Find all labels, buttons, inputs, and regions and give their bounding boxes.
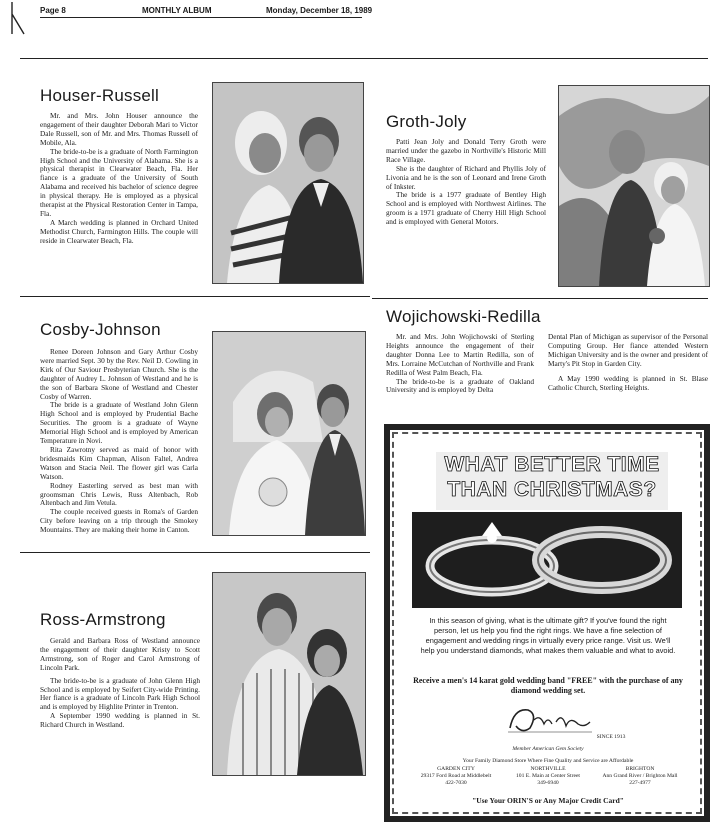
store-city: GARDEN CITY: [437, 766, 475, 772]
ad-headline-line-1: WHAT BETTER TIME: [444, 453, 660, 476]
article-paragraph: The couple received guests in Roma's of Garden City before leaving on a trip through the Smokey Mountains. They are making their home in Canton.: [40, 507, 198, 535]
store-phone: 422-7030: [445, 780, 467, 786]
page-corner-mark: [8, 0, 28, 36]
store-phone: 349-6940: [537, 780, 559, 786]
article-paragraph: Renee Doreen Johnson and Gary Arthur Cosby were married Sept. 30 by the Rev. Neil D. Cowling in Kirk of Our Saviour Presbyterian Church. She is the daughter of Audrey L. Johnson of Westland and he is the son of Barbara Skone of Westland and Chester Cosby of Warren.: [40, 347, 198, 401]
photo-houser-russell: [212, 82, 364, 284]
article-paragraph: Mr. and Mrs. John Wojichowski of Sterling Heights announce the engagement of their daughter Donna Lee to Martin Redilla, son of Mrs. Lorraine McCutchan of Northville and Frank Redilla of West Palm Beach, Fla.: [386, 332, 534, 377]
page-number: Page 8: [40, 6, 66, 15]
section-title: MONTHLY ALBUM: [142, 6, 212, 15]
article-paragraph: Dental Plan of Michigan as supervisor of the Personal Computing Group. Her fiance attended Western Michigan University and is the owner and president of Marty's Pit Stop in Garden City.: [548, 332, 708, 368]
store-brighton: [594, 766, 686, 787]
headline-wojichowski-redilla: Wojichowski-Redilla: [386, 307, 541, 326]
issue-date: Monday, December 18, 1989: [266, 6, 373, 15]
article-groth-joly: [386, 138, 546, 227]
ad-free-band-offer: Receive a men's 14 karat gold wedding band "FREE" with the purchase of any diamond wedding set.: [413, 676, 683, 695]
store-address: Ann Grand River / Brighton Mall: [602, 773, 678, 779]
article-paragraph: Gerald and Barbara Ross of Westland announce the engagement of their daughter Kristy to Scott Armstrong, son of Roger and Carol Armstrong of Lincoln Park.: [40, 636, 200, 672]
headline-groth-joly: Groth-Joly: [386, 112, 467, 131]
section-divider: [20, 58, 708, 59]
article-paragraph: A March wedding is planned in Orchard United Methodist Church, Farmington Hills. The couple will reside in Clearwater Beach, Fla.: [40, 217, 198, 245]
article-paragraph: Rita Zawrotny served as maid of honor with bridesmaids Kim Chapman, Alison Faltel, Andrea Watson and Stacia Neil. The flower girl was Carla Watson.: [40, 444, 198, 481]
section-divider: [372, 298, 708, 299]
wedding-rings-image: [412, 512, 682, 608]
ad-tagline: Your Family Diamond Store Where Fine Quality and Service are Affordable: [462, 758, 634, 764]
article-paragraph: Mr. and Mrs. John Houser announce the engagement of their daughter Deborah Mari to Victor Dale Russell, son of Mr. and Mrs. Thomas Russell of Mobile, Ala.: [40, 111, 198, 147]
ad-body-text: In this season of giving, what is the ultimate gift? If you've found the right person, let us help you find the right rings. We have a fine selection of engagement and wedding rings in virtually every price range. Visit us. We'll help you understand diamonds, what makes them valuable and what to avoid.: [420, 616, 676, 655]
photo-groth-joly: [558, 85, 710, 287]
ad-credit-card-line: "Use Your ORIN'S or Any Major Credit Card": [472, 796, 624, 805]
article-paragraph: The bride-to-be is a graduate of John Glenn High School and is employed by Seifert City-wide Printing. Her fiance is a graduate of Lincoln Park High School and is employed by Highlite Printer in Trenton.: [40, 675, 200, 712]
store-garden-city: [410, 766, 502, 787]
article-paragraph: Rodney Easterling served as best man with groomsman Chris Lewis, Russ Altenbach, Rob Altenbach and Jim Vetula.: [40, 480, 198, 508]
store-phone: 227-4977: [629, 780, 651, 786]
ad-headline-line-2: THAN CHRISTMAS?: [447, 478, 657, 501]
article-cosby-johnson: [40, 348, 198, 535]
masthead: [40, 4, 373, 18]
article-paragraph: The bride-to-be is a graduate of Oakland University and is employed by Delta: [386, 376, 534, 395]
ad-headline: [436, 452, 668, 510]
headline-cosby-johnson: Cosby-Johnson: [40, 320, 161, 339]
article-paragraph: A May 1990 wedding is planned in St. Blase Catholic Church, Sterling Heights.: [548, 373, 708, 392]
ad-member-line: Member American Gem Society: [512, 746, 584, 752]
photo-ross-armstrong: [212, 572, 366, 776]
article-houser-russell: [40, 112, 198, 246]
store-address: 101 E. Main at Center Street: [515, 773, 580, 779]
headline-houser-russell: Houser-Russell: [40, 86, 160, 105]
jewelers-advertisement: [384, 424, 710, 822]
article-paragraph: Patti Jean Joly and Donald Terry Groth were married under the gazebo in Northville's Historic Mill Race Village.: [386, 137, 546, 164]
ad-since-year: SINCE 1913: [596, 734, 626, 740]
article-paragraph: The bride-to-be is a graduate of North Farmington High School and the University of Alabama. She is a physical therapist in Clearwater Beach, Fla. Her fiance is a graduate of the University of South Alabama and received his bachelor of science degree in physical therapy. He is employed as a physical therapist at the Physical Restoration Center in Tampa, Fla.: [40, 146, 198, 218]
orin-jewelers-logo: [500, 702, 600, 738]
headline-ross-armstrong: Ross-Armstrong: [40, 610, 166, 629]
store-city: BRIGHTON: [625, 766, 655, 772]
store-address: 29317 Ford Road at Middlebelt: [420, 773, 492, 779]
masthead-rule: [40, 17, 362, 18]
article-paragraph: The bride is a graduate of Westland John Glenn High School and is employed by Prudential Bache Securities. The groom is a graduate of Wayne Memorial High School and is employed by American Temperature in Novi.: [40, 400, 198, 446]
article-paragraph: She is the daughter of Richard and Phyllis Joly of Livonia and he is the son of Leonard and Irene Groth of Inkster.: [386, 163, 546, 191]
article-ross-armstrong: [40, 637, 200, 730]
article-paragraph: A September 1990 wedding is planned in St. Richard Church in Westland.: [40, 711, 200, 730]
store-northville: [502, 766, 594, 787]
section-divider: [20, 296, 370, 297]
article-wojichowski-redilla-col2: [548, 333, 708, 392]
article-wojichowski-redilla-col1: [386, 333, 534, 395]
section-divider: [20, 552, 370, 553]
ad-store-list: [410, 766, 686, 790]
photo-cosby-johnson: [212, 331, 366, 536]
store-city: NORTHVILLE: [530, 766, 566, 772]
article-paragraph: The bride is a 1977 graduate of Bentley High School and is employed with Northwest Airlines. The groom is a 1971 graduate of Cherry Hill High School and is employed with General Motors.: [386, 190, 546, 227]
